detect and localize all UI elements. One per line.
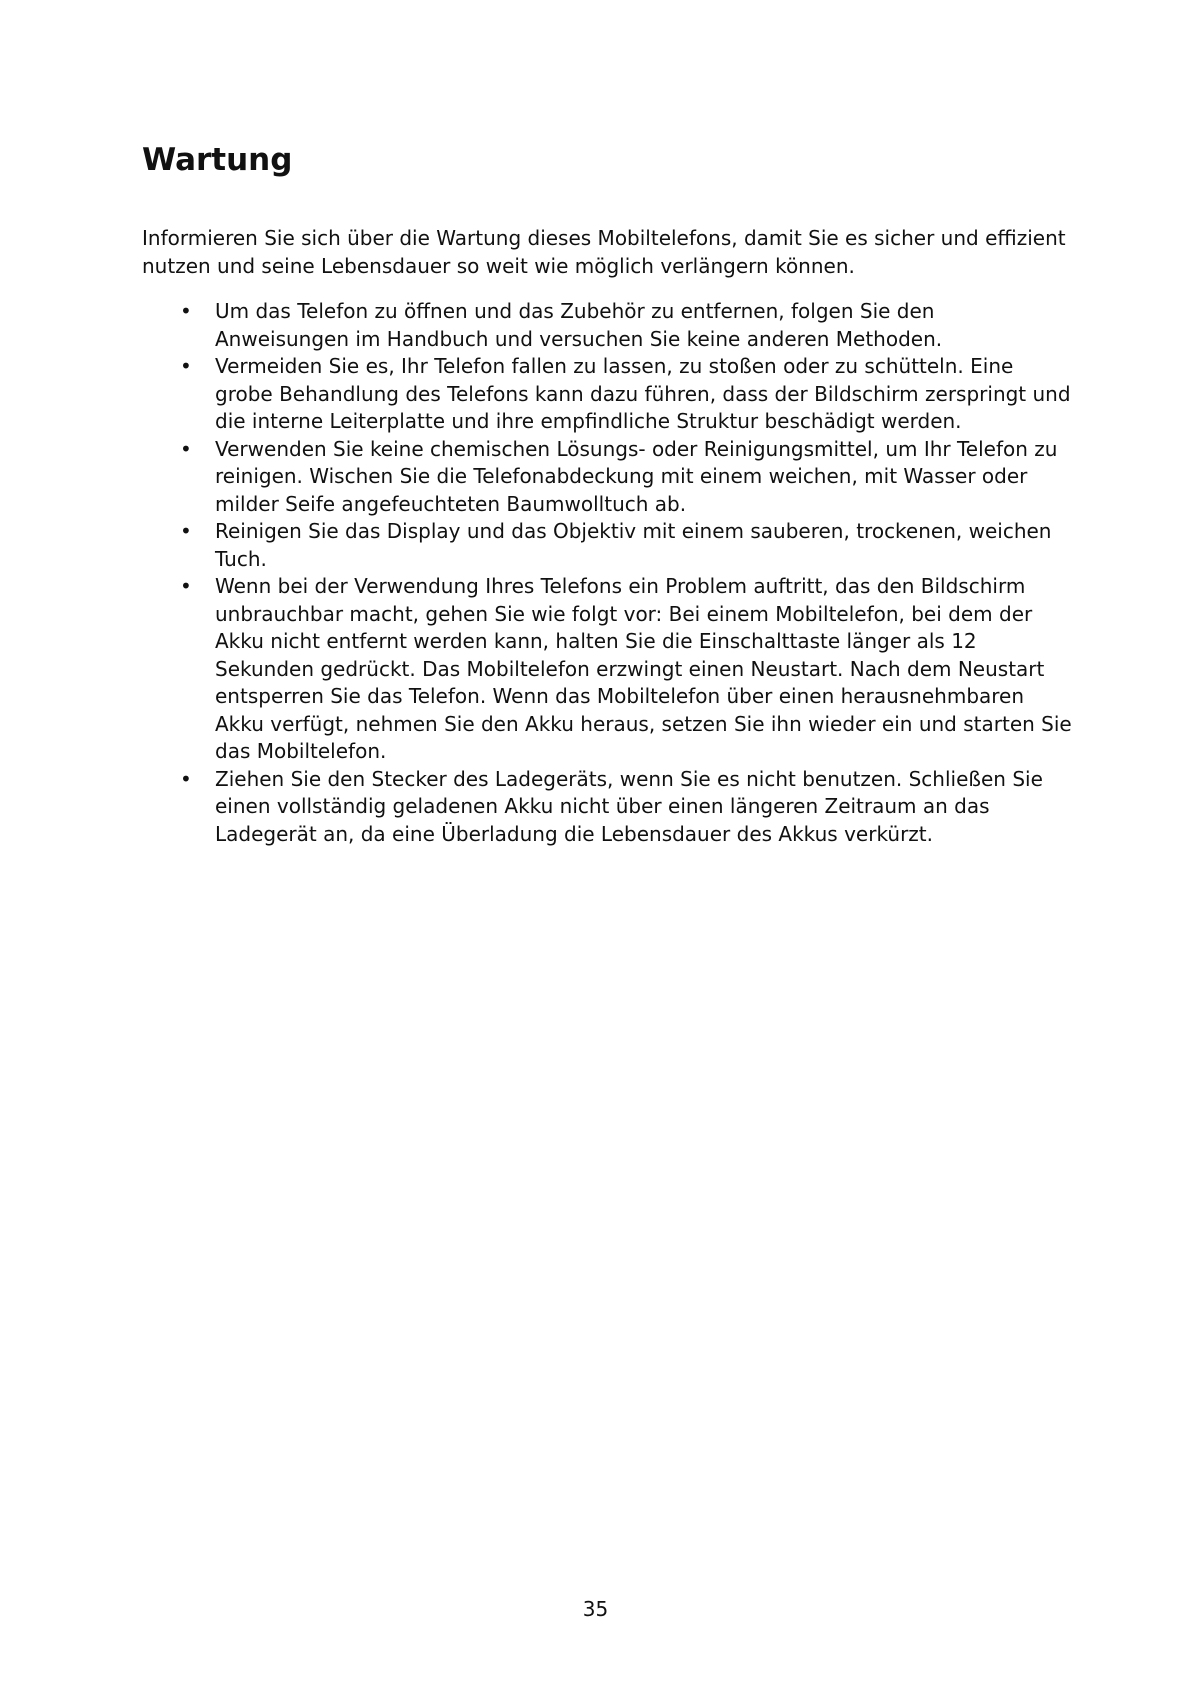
list-item-text: Ziehen Sie den Stecker des Ladegeräts, wenn Sie es nicht benutzen. Schließen Sie einen vollständig geladenen Akku nicht über einen längeren Zeitraum an das Ladegerät an, da eine Überladung die Lebensdauer des Akkus verkürzt.: [215, 766, 1043, 846]
list-item: [142, 573, 1072, 766]
intro-paragraph: Informieren Sie sich über die Wartung dieses Mobiltelefons, damit Sie es sicher und effizient nutzen und seine Lebensdauer so weit wie möglich verlängern können.: [142, 226, 1066, 278]
list-item: [142, 353, 1072, 436]
page-title: Wartung: [142, 142, 293, 178]
bullet-icon: •: [180, 299, 192, 323]
maintenance-list: [142, 298, 1072, 848]
list-item: [142, 436, 1072, 519]
list-item-text: Verwenden Sie keine chemischen Lösungs- oder Reinigungsmittel, um Ihr Telefon zu reinigen. Wischen Sie die Telefonabdeckung mit einem weichen, mit Wasser oder milder Seife angefeuchteten Baumwolltuch ab.: [215, 436, 1058, 516]
list-item-text: Vermeiden Sie es, Ihr Telefon fallen zu lassen, zu stoßen oder zu schütteln. Eine grobe Behandlung des Telefons kann dazu führen, dass der Bildschirm zerspringt und die interne Leiterplatte und ihre empfindliche Struktur beschädigt werden.: [215, 354, 1071, 433]
list-item: [142, 518, 1072, 573]
bullet-icon: •: [180, 519, 192, 543]
list-item: [142, 766, 1072, 849]
list-item: [142, 298, 1072, 353]
page-number: 35: [582, 1597, 609, 1621]
list-item-text: Reinigen Sie das Display und das Objektiv mit einem sauberen, trockenen, weichen Tuch.: [215, 519, 1052, 571]
bullet-icon: •: [180, 436, 192, 461]
bullet-icon: •: [180, 354, 192, 378]
bullet-icon: •: [180, 574, 192, 598]
list-item-text: Um das Telefon zu öffnen und das Zubehör zu entfernen, folgen Sie den Anweisungen im Handbuch und versuchen Sie keine anderen Methoden.: [215, 299, 943, 351]
bullet-icon: •: [180, 766, 192, 791]
list-item-text: Wenn bei der Verwendung Ihres Telefons ein Problem auftritt, das den Bildschirm unbrauchbar macht, gehen Sie wie folgt vor: Bei einem Mobiltelefon, bei dem der Akku nicht entfernt werden kann, halten Sie die Einschalttaste länger als 12 Sekunden gedrückt. Das Mobiltelefon erzwingt einen Neustart. Nach dem Neustart entsperren Sie das Telefon. Wenn das Mobiltelefon über einen herausnehmbaren Akku verfügt, nehmen Sie den Akku heraus, setzen Sie ihn wieder ein und starten Sie das Mobiltelefon.: [215, 574, 1072, 763]
